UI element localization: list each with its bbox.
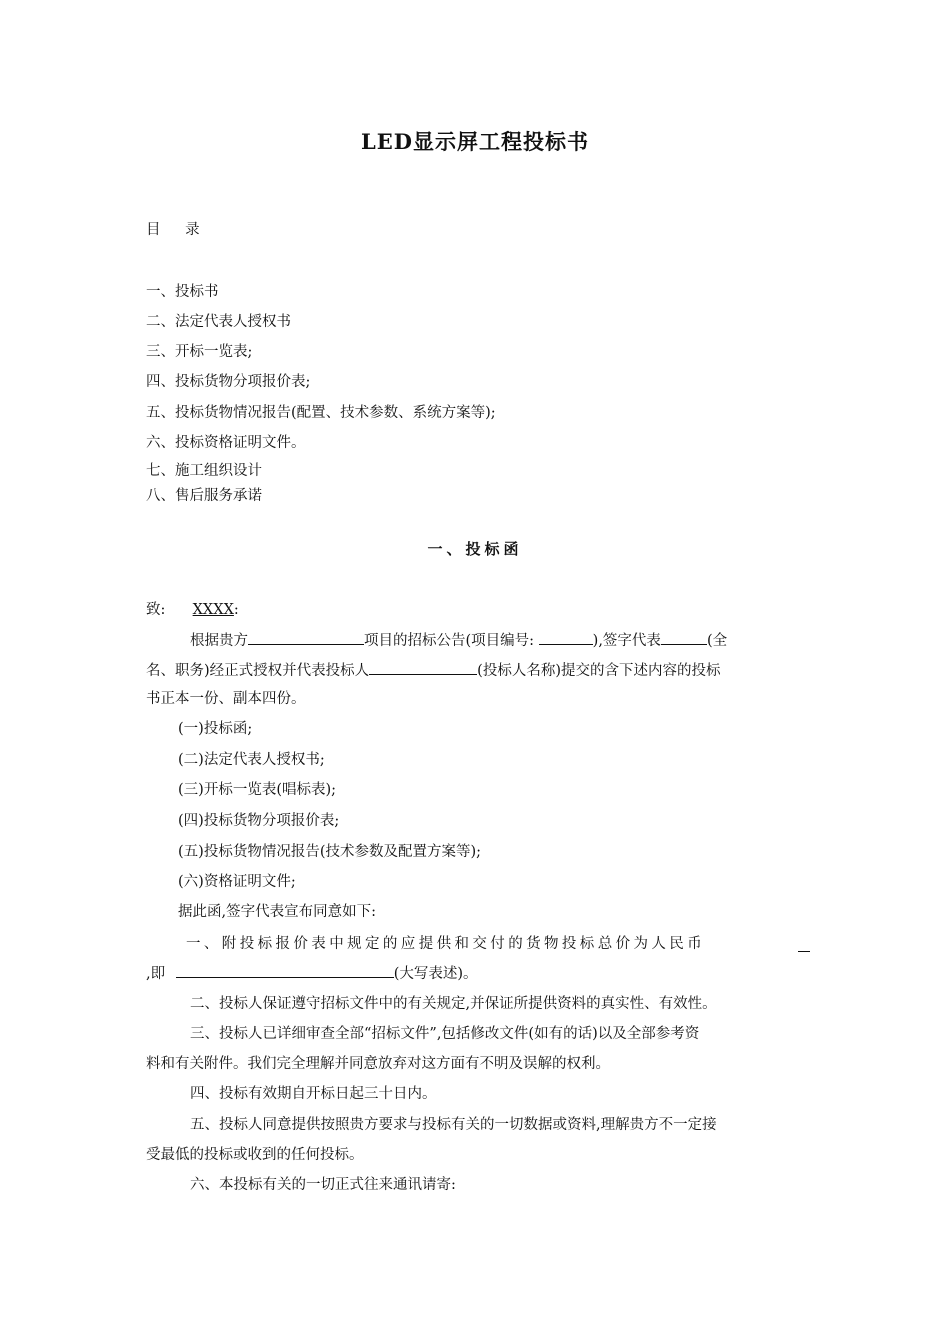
declaration: 据此函,签字代表宣布同意如下: <box>178 904 376 920</box>
intro-line-3: 书正本一份、副本四份。 <box>146 691 306 707</box>
clause-4: 四、投标有效期自开标日起三十日内。 <box>190 1086 437 1102</box>
enclosure-item: (五)投标货物情况报告(技术参数及配置方案等); <box>178 844 482 860</box>
clause-text: (大写表述)。 <box>393 966 478 982</box>
toc-item: 八、售后服务承诺 <box>146 488 262 504</box>
blank-field <box>176 963 394 978</box>
enclosure-item: (三)开标一览表(唱标表); <box>178 782 337 798</box>
intro-text: 名、职务)经正式授权并代表投标人 <box>146 663 370 679</box>
blank-field <box>369 660 477 675</box>
clause-5-line-2: 受最低的投标或收到的任何投标。 <box>146 1147 364 1163</box>
toc-item: 四、投标货物分项报价表; <box>146 374 311 390</box>
toc-item: 三、开标一览表; <box>146 344 253 360</box>
toc-item: 七、施工组织设计 <box>146 463 262 479</box>
document-title: LED显示屏工程投标书 <box>361 129 589 154</box>
addressee-line <box>146 600 239 620</box>
clause-5-line-1: 五、投标人同意提供按照贵方要求与投标有关的一切数据或资料,理解贵方不一定接 <box>190 1117 717 1133</box>
enclosure-item: (四)投标货物分项报价表; <box>178 813 340 829</box>
section-title: 一、投标函 <box>427 540 523 558</box>
intro-text: (全 <box>706 633 728 649</box>
intro-text: (投标人名称)提交的含下述内容的投标 <box>477 663 721 679</box>
intro-line-2 <box>146 660 720 681</box>
clause-2: 二、投标人保证遵守招标文件中的有关规定,并保证所提供资料的真实性、有效性。 <box>190 996 717 1012</box>
toc-item: 二、法定代表人授权书 <box>146 314 291 330</box>
toc-heading: 目 录 <box>146 222 210 238</box>
intro-line-1 <box>190 630 727 651</box>
clause-6: 六、本投标有关的一切正式往来通讯请寄: <box>190 1177 456 1193</box>
clause-1-line-1 <box>186 934 705 954</box>
enclosure-item: (一)投标函; <box>178 721 253 737</box>
toc-item: 五、投标货物情况报告(配置、技术参数、系统方案等); <box>146 405 496 421</box>
blank-field <box>798 951 810 952</box>
intro-text: 项目的招标公告(项目编号: <box>364 633 535 649</box>
enclosure-item: (二)法定代表人授权书; <box>178 752 325 768</box>
toc-item: 六、投标资格证明文件。 <box>146 435 306 451</box>
clause-text: ,即 <box>146 966 166 982</box>
addressee-label: 致: <box>146 602 166 618</box>
clause-3-line-1: 三、投标人已详细审查全部“招标文件”,包括修改文件(如有的话)以及全部参考资 <box>190 1026 700 1042</box>
addressee-value: XXXX <box>192 602 234 618</box>
blank-field <box>661 630 707 645</box>
blank-field <box>539 630 593 645</box>
clause-1-line-2 <box>146 963 478 984</box>
intro-text: ),签字代表 <box>592 633 661 649</box>
blank-field <box>248 630 364 645</box>
intro-text: 根据贵方 <box>190 633 248 649</box>
addressee-colon: : <box>233 602 239 618</box>
toc-item: 一、投标书 <box>146 284 219 300</box>
enclosure-item: (六)资格证明文件; <box>178 874 296 890</box>
clause-text: 一、附投标报价表中规定的应提供和交付的货物投标总价为人民币 <box>186 936 706 952</box>
clause-3-line-2: 料和有关附件。我们完全理解并同意放弃对这方面有不明及误解的权利。 <box>146 1056 610 1072</box>
